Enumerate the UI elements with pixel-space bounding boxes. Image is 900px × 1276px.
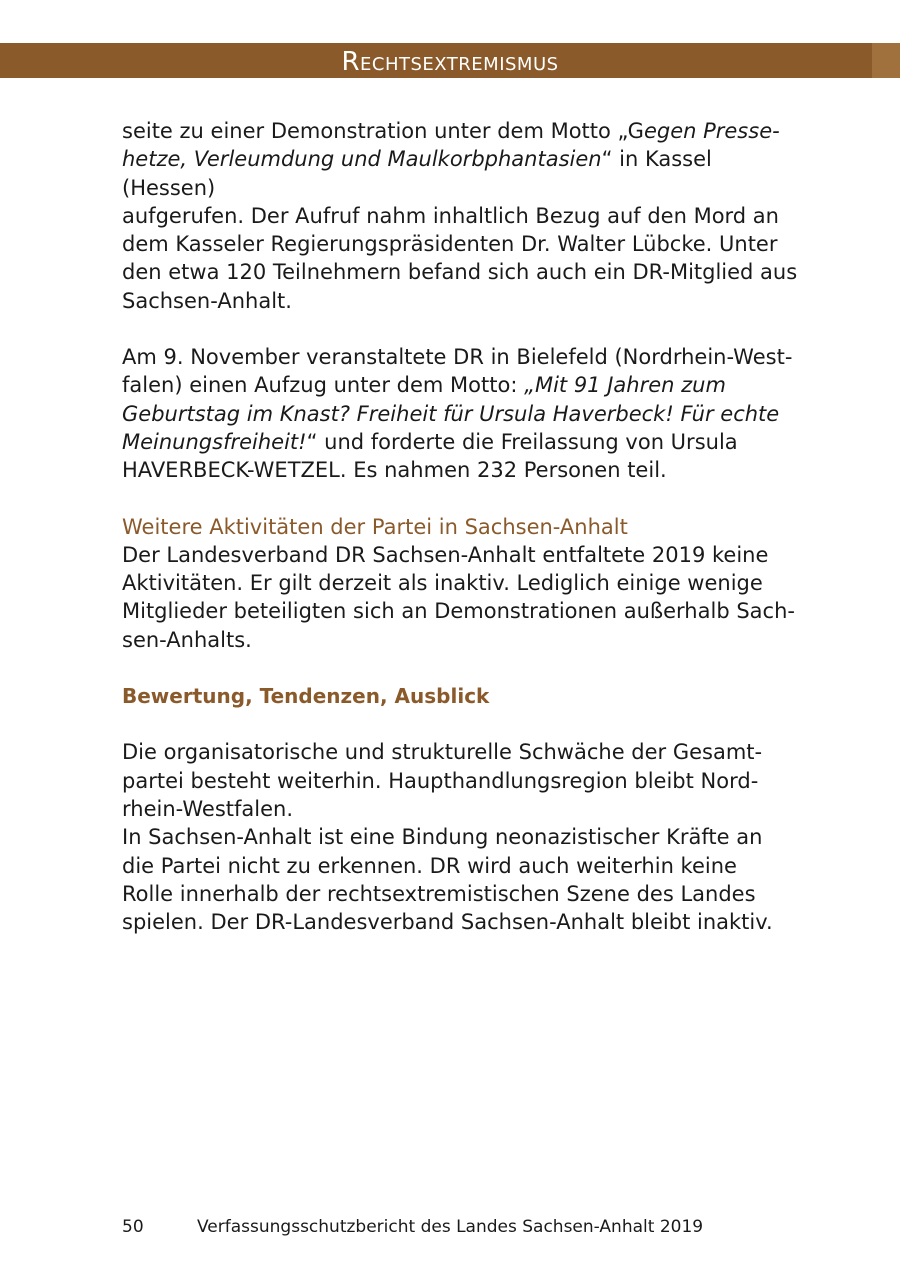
- text-line: den etwa 120 Teilnehmern befand sich auch ein DR-Mitglied aus: [122, 260, 798, 285]
- section-heading: Bewertung, Tendenzen, Ausblick: [122, 684, 490, 709]
- text-line: Meinungsfreiheit!“ und forderte die Freilassung von Ursula: [122, 429, 738, 454]
- text-line: Geburtstag im Knast? Freiheit für Ursula Haverbeck! Für echte: [122, 401, 780, 426]
- text-line: Am 9. November veranstaltete DR in Bielefeld (Nordrhein-West-: [122, 345, 793, 370]
- text-line: Rolle innerhalb der rechtsextremistischen Szene des Landes: [122, 881, 756, 906]
- paragraph-kassel-demo: [122, 117, 802, 315]
- spacer: [122, 654, 802, 682]
- section-assessment: [122, 682, 802, 936]
- text-line: Der Landesverband DR Sachsen-Anhalt entfaltete 2019 keine: [122, 542, 769, 567]
- text-line: Sachsen-Anhalt.: [122, 288, 292, 313]
- text-line: HAVERBECK-WETZEL. Es nahmen 232 Personen teil.: [122, 458, 667, 483]
- spacer: [122, 710, 802, 738]
- text-line: partei besteht weiterhin. Haupthandlungsregion bleibt Nord-: [122, 768, 759, 793]
- page-header-title: Rechtsextremismus: [341, 47, 559, 77]
- section-subheading: Weitere Aktivitäten der Partei in Sachsen-Anhalt: [122, 514, 628, 539]
- footer-title: Verfassungsschutzbericht des Landes Sachsen-Anhalt 2019: [197, 1217, 704, 1237]
- spacer: [122, 315, 802, 343]
- text-line: hetze, Verleumdung und Maulkorbphantasien“ in Kassel (Hessen): [122, 147, 712, 200]
- main-content: [122, 117, 802, 936]
- spacer: [122, 485, 802, 513]
- text-line: Aktivitäten. Er gilt derzeit als inaktiv. Lediglich einige wenige: [122, 571, 763, 596]
- text-line: rhein-Westfalen.: [122, 796, 293, 821]
- paragraph-bielefeld-march: [122, 343, 802, 484]
- text-line: spielen. Der DR-Landesverband Sachsen-Anhalt bleibt inaktiv.: [122, 910, 773, 935]
- text-line: sen-Anhalts.: [122, 627, 252, 652]
- text-line: Mitglieder beteiligten sich an Demonstrationen außerhalb Sach-: [122, 599, 795, 624]
- text-line: Die organisatorische und strukturelle Schwäche der Gesamt-: [122, 740, 763, 765]
- page-number: 50: [122, 1217, 144, 1237]
- text-line: die Partei nicht zu erkennen. DR wird auch weiterhin keine: [122, 853, 737, 878]
- text-line: falen) einen Aufzug unter dem Motto: „Mit 91 Jahren zum: [122, 373, 726, 398]
- text-line: In Sachsen-Anhalt ist eine Bindung neonazistischer Kräfte an: [122, 825, 763, 850]
- section-activities: [122, 513, 802, 654]
- text-line: aufgerufen. Der Aufruf nahm inhaltlich Bezug auf den Mord an: [122, 203, 779, 228]
- text-line: dem Kasseler Regierungspräsidenten Dr. Walter Lübcke. Unter: [122, 232, 778, 257]
- text-line: seite zu einer Demonstration unter dem Motto „Gegen Presse-: [122, 119, 780, 143]
